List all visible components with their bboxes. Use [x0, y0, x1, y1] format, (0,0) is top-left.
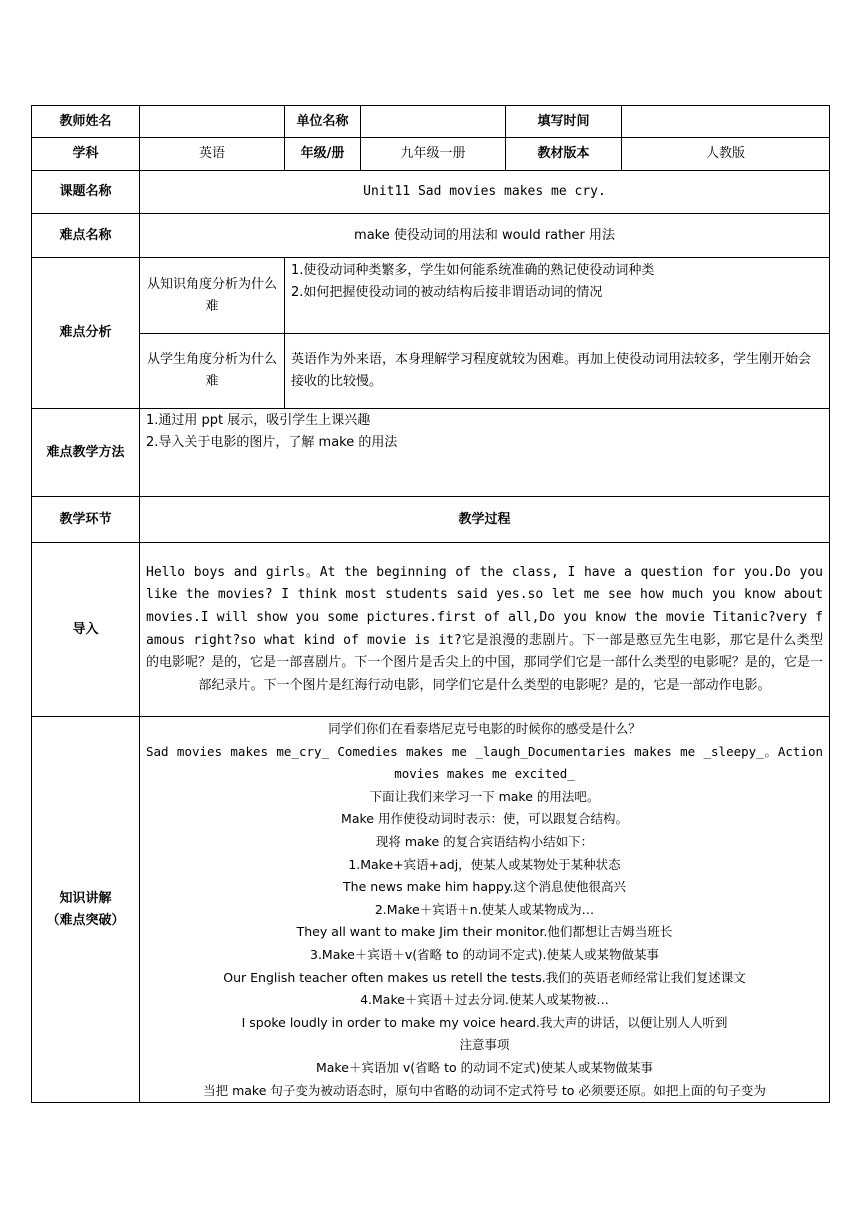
knowledge-angle-line-1: 1.使役动词种类繁多，学生如何能系统准确的熟记使役动词种类	[291, 263, 655, 278]
method-label: 难点教学方法	[32, 409, 140, 497]
info-row-1	[32, 106, 830, 138]
process-header: 教学过程	[140, 497, 830, 543]
method-line-2: 2.导入关于电影的图片，了解 make 的用法	[146, 435, 398, 450]
knowledge-content	[140, 717, 830, 1103]
edition-label: 教材版本	[506, 138, 622, 171]
knowledge-line: 4.Make＋宾语＋过去分词.使某人或某物被…	[360, 992, 609, 1008]
difficulty-value: make 使役动词的用法和 would rather 用法	[140, 214, 830, 258]
analysis-knowledge-row	[32, 258, 830, 334]
topic-label: 课题名称	[32, 171, 140, 214]
lesson-plan-table	[31, 105, 830, 1103]
knowledge-line: 注意事项	[459, 1037, 510, 1053]
knowledge-line: Make 用作使役动词时表示：使，可以跟复合结构。	[341, 811, 628, 827]
info-row-2	[32, 138, 830, 171]
knowledge-row	[32, 717, 830, 1103]
subject-value: 英语	[140, 138, 285, 171]
difficulty-label: 难点名称	[32, 214, 140, 258]
unit-name-value	[361, 106, 506, 138]
difficulty-row	[32, 214, 830, 258]
student-angle-label: 从学生角度分析为什么难	[140, 334, 285, 409]
knowledge-label	[32, 717, 140, 1103]
knowledge-angle-label: 从知识角度分析为什么难	[140, 258, 285, 334]
knowledge-label-line-2: （难点突破）	[46, 912, 125, 928]
knowledge-angle-content	[285, 258, 830, 334]
knowledge-line: Our English teacher often makes us retell the tests.我们的英语老师经常让我们复述课文	[223, 969, 746, 985]
unit-name-label: 单位名称	[285, 106, 361, 138]
knowledge-line: Sad movies makes me_cry_ Comedies makes me _laugh_Documentaries makes me _sleepy_。Action movies makes me excited_	[146, 743, 823, 782]
grade-value: 九年级一册	[361, 138, 506, 171]
teacher-name-label: 教师姓名	[32, 106, 140, 138]
subject-label: 学科	[32, 138, 140, 171]
process-header-row	[32, 497, 830, 543]
knowledge-line: 当把 make 句子变为被动语态时，原句中省略的动词不定式符号 to 必须要还原。如把上面的句子变为	[203, 1082, 766, 1098]
knowledge-line: 同学们你们在看泰塔尼克号电影的时候你的感受是什么？	[328, 721, 641, 736]
fill-time-value	[622, 106, 830, 138]
teacher-name-value	[140, 106, 285, 138]
knowledge-line: 现将 make 的复合宾语结构小结如下：	[375, 833, 594, 849]
knowledge-line: 2.Make＋宾语＋n.使某人或某物成为…	[374, 901, 595, 917]
intro-content: Hello boys and girls。At the beginning of the class, I have a question for you.Do you like the movies? I think most students said yes.so let me see how much you know about movies.I will show you some pictures.first of all,Do you know the movie Titanic?very famous right?so what kind of movie is it?它是浪漫的悲剧片。下一部是憨豆先生电影，那它是什么类型的电影呢？是的，它是一部喜剧片。下一个图片是舌尖上的中国，那同学们它是一部什么类型的电影呢？是的，它是一部纪录片。下一个图片是红海行动电影，同学们它是什么类型的电影呢？是的，它是一部动作电影。	[140, 543, 830, 717]
knowledge-line: 3.Make＋宾语＋v(省略 to 的动词不定式).使某人或某物做某事	[310, 946, 659, 962]
knowledge-line: Make＋宾语加 v(省略 to 的动词不定式)使某人或某物做某事	[315, 1059, 654, 1075]
knowledge-line: 1.Make+宾语+adj，使某人或某物处于某种状态	[348, 856, 621, 872]
method-line-1: 1.通过用 ppt 展示，吸引学生上课兴趣	[146, 413, 371, 428]
method-row	[32, 409, 830, 497]
topic-value: Unit11 Sad movies makes me cry.	[140, 171, 830, 214]
knowledge-angle-line-2: 2.如何把握使役动词的被动结构后接非谓语动词的情况	[291, 285, 603, 300]
edition-value: 人教版	[622, 138, 830, 171]
knowledge-line: The news make him happy.这个消息使他很高兴	[343, 879, 626, 895]
knowledge-line: They all want to make Jim their monitor.他们都想让吉姆当班长	[296, 924, 673, 940]
intro-label: 导入	[32, 543, 140, 717]
stage-header: 教学环节	[32, 497, 140, 543]
knowledge-line: 下面让我们来学习一下 make 的用法吧。	[369, 788, 600, 804]
grade-label: 年级/册	[285, 138, 361, 171]
intro-row	[32, 543, 830, 717]
topic-row	[32, 171, 830, 214]
student-angle-content: 英语作为外来语，本身理解学习程度就较为困难。再加上使役动词用法较多，学生刚开始会接收的比较慢。	[285, 334, 830, 409]
method-content	[140, 409, 830, 497]
analysis-student-row	[32, 334, 830, 409]
fill-time-label: 填写时间	[506, 106, 622, 138]
knowledge-label-line-1: 知识讲解	[59, 890, 112, 906]
analysis-label: 难点分析	[32, 258, 140, 409]
knowledge-line: I spoke loudly in order to make my voice heard.我大声的讲话，以便让别人人听到	[241, 1014, 728, 1030]
